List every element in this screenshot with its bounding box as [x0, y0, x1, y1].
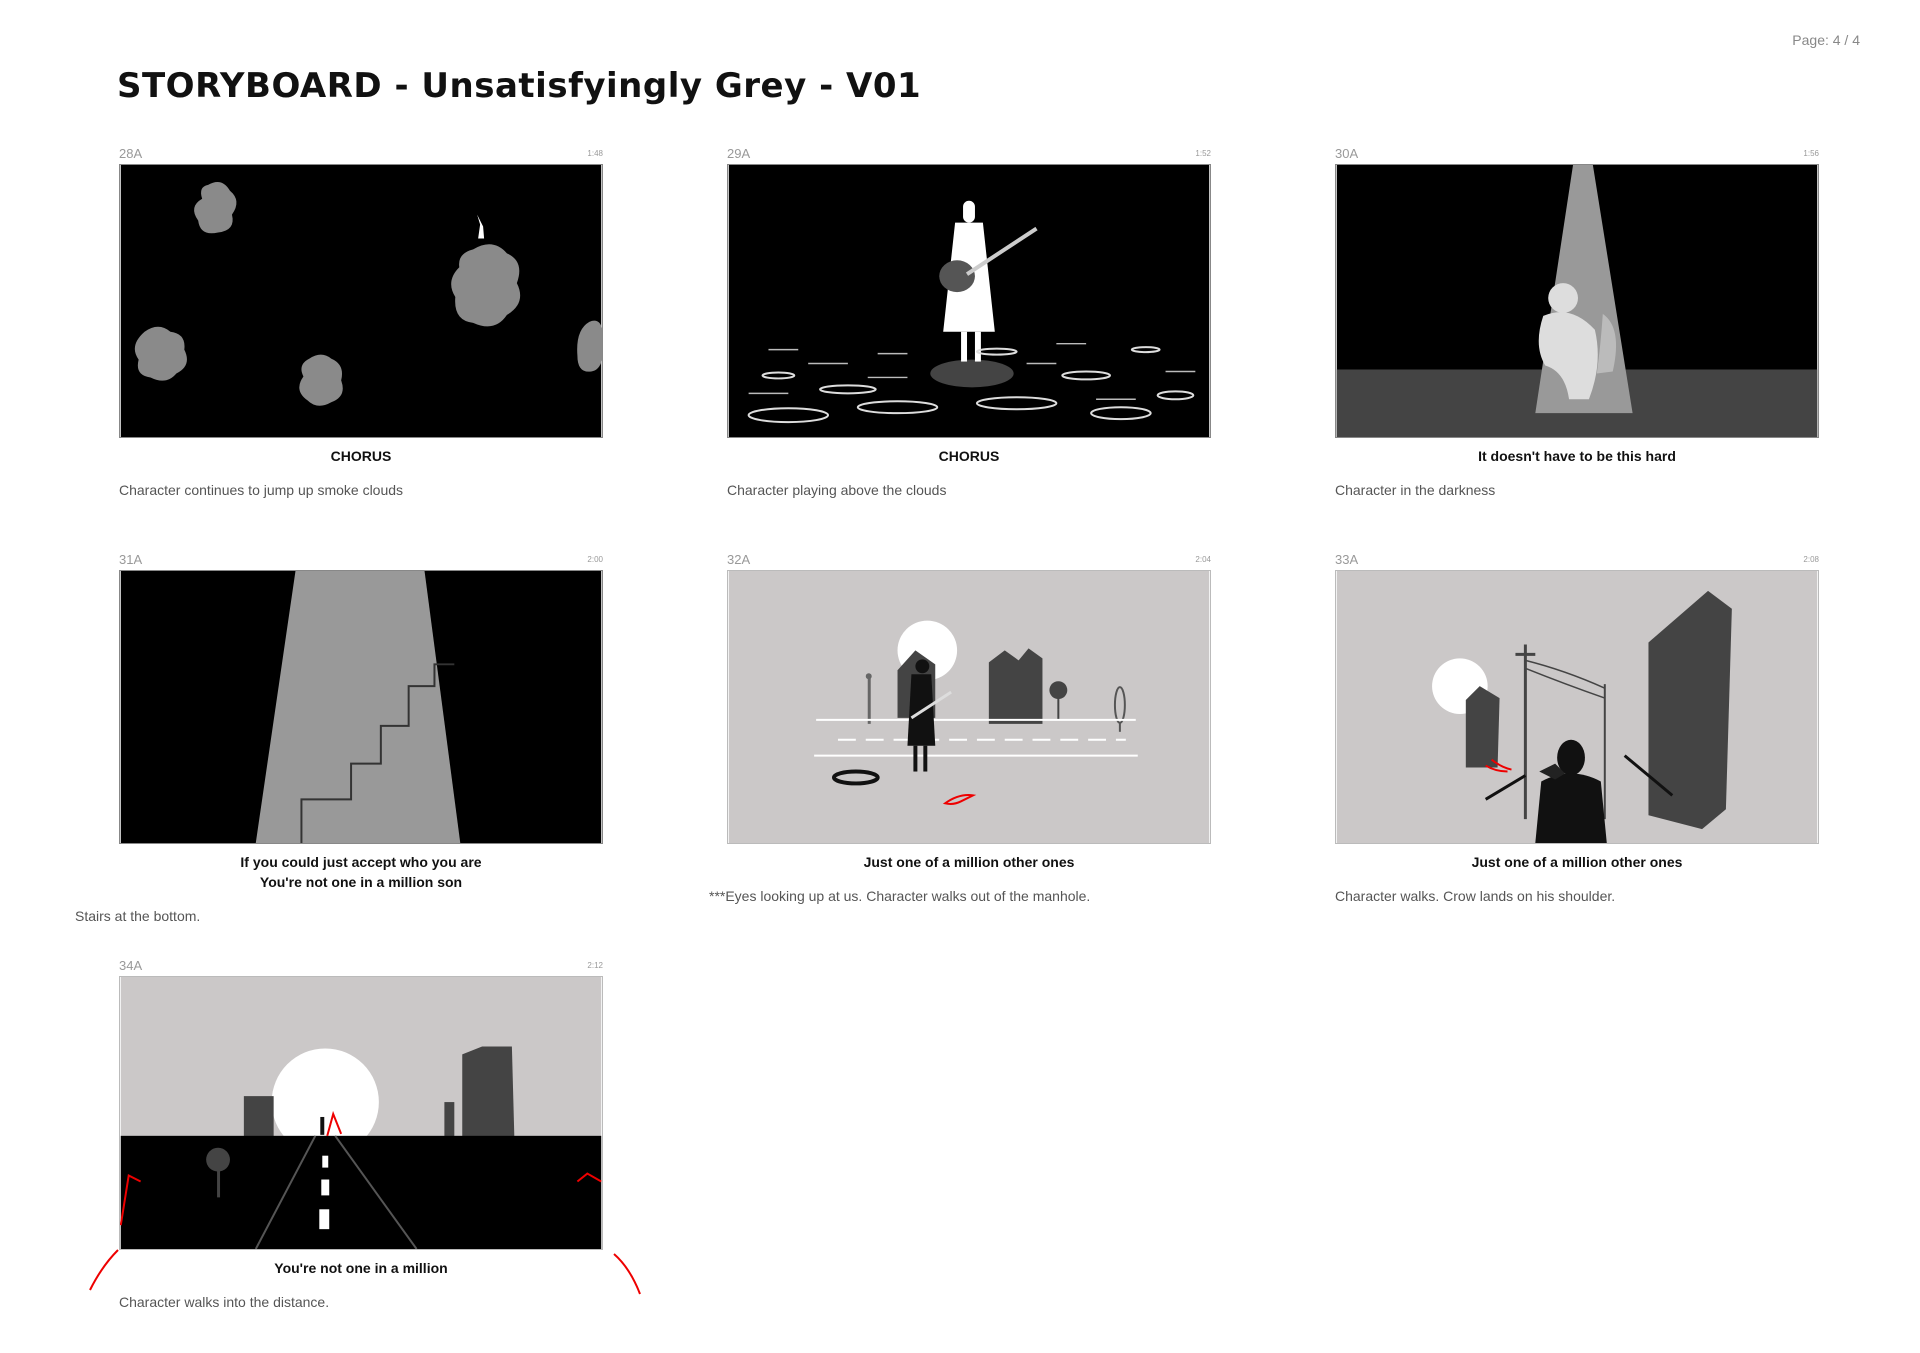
panel-note: Stairs at the bottom. — [75, 908, 201, 924]
panel-frame — [119, 164, 603, 438]
panel-timecode: 1:56 — [1803, 149, 1819, 158]
panel-id: 29A — [727, 146, 751, 161]
panel-frame — [119, 570, 603, 844]
stairs-illustration — [120, 571, 602, 843]
panel-id: 33A — [1335, 552, 1359, 567]
panel-timecode: 2:04 — [1195, 555, 1211, 564]
storyboard-panel-32a — [709, 552, 1211, 932]
panel-lyric — [727, 446, 1211, 466]
storyboard-panel-28a — [119, 146, 603, 506]
panel-lyric — [1335, 446, 1819, 466]
panel-note: Character walks. Crow lands on his shoulder. — [1335, 888, 1616, 904]
storyboard-panel-33a — [1335, 552, 1819, 932]
red-sketch-marks — [80, 1230, 660, 1300]
panel-note: Character playing above the clouds — [727, 482, 947, 498]
panel-lyric — [119, 852, 603, 892]
panel-lyric — [1335, 852, 1819, 872]
panel-id: 32A — [727, 552, 751, 567]
smoke-clouds-illustration — [120, 165, 602, 437]
panel-note: Character continues to jump up smoke clouds — [119, 482, 404, 498]
lyric-line: Just one of a million other ones — [863, 854, 1075, 870]
panel-timecode: 2:08 — [1803, 555, 1819, 564]
panel-note: Character in the darkness — [1335, 482, 1496, 498]
panel-note: Character walks into the distance. — [119, 1294, 330, 1310]
panel-lyric — [119, 446, 603, 466]
panel-frame — [119, 976, 603, 1250]
spotlight-illustration — [1336, 165, 1818, 437]
lyric-line: It doesn't have to be this hard — [1478, 448, 1676, 464]
lyric-line: Just one of a million other ones — [1471, 854, 1683, 870]
guitar-player-illustration — [728, 165, 1210, 437]
lyric-line: CHORUS — [330, 448, 392, 464]
lyric-line: CHORUS — [938, 448, 1000, 464]
document-title: STORYBOARD - Unsatisfyingly Grey - V01 — [117, 66, 922, 106]
lyric-line: You're not one in a million — [274, 1260, 448, 1276]
manhole-street-illustration — [728, 571, 1210, 843]
panel-timecode: 1:52 — [1195, 149, 1211, 158]
storyboard-panel-29a — [727, 146, 1211, 506]
panel-note: ***Eyes looking up at us. Character walks out of the manhole. — [709, 888, 1091, 904]
lyric-line: You're not one in a million son — [259, 874, 463, 890]
panel-lyric — [727, 852, 1211, 872]
panel-timecode: 1:48 — [587, 149, 603, 158]
panel-id: 34A — [119, 958, 143, 973]
road-distance-illustration — [120, 977, 602, 1249]
panel-id: 31A — [119, 552, 143, 567]
panel-frame — [727, 164, 1211, 438]
panel-frame — [1335, 164, 1819, 438]
page-number: Page: 4 / 4 — [1792, 32, 1860, 48]
panel-timecode: 2:12 — [587, 961, 603, 970]
panel-frame — [727, 570, 1211, 844]
panel-id: 28A — [119, 146, 143, 161]
storyboard-panel-31a — [75, 552, 603, 932]
storyboard-panel-30a — [1335, 146, 1819, 506]
panel-id: 30A — [1335, 146, 1359, 161]
crow-shoulder-illustration — [1336, 571, 1818, 843]
panel-frame — [1335, 570, 1819, 844]
panel-timecode: 2:00 — [587, 555, 603, 564]
lyric-line: If you could just accept who you are — [240, 854, 482, 870]
